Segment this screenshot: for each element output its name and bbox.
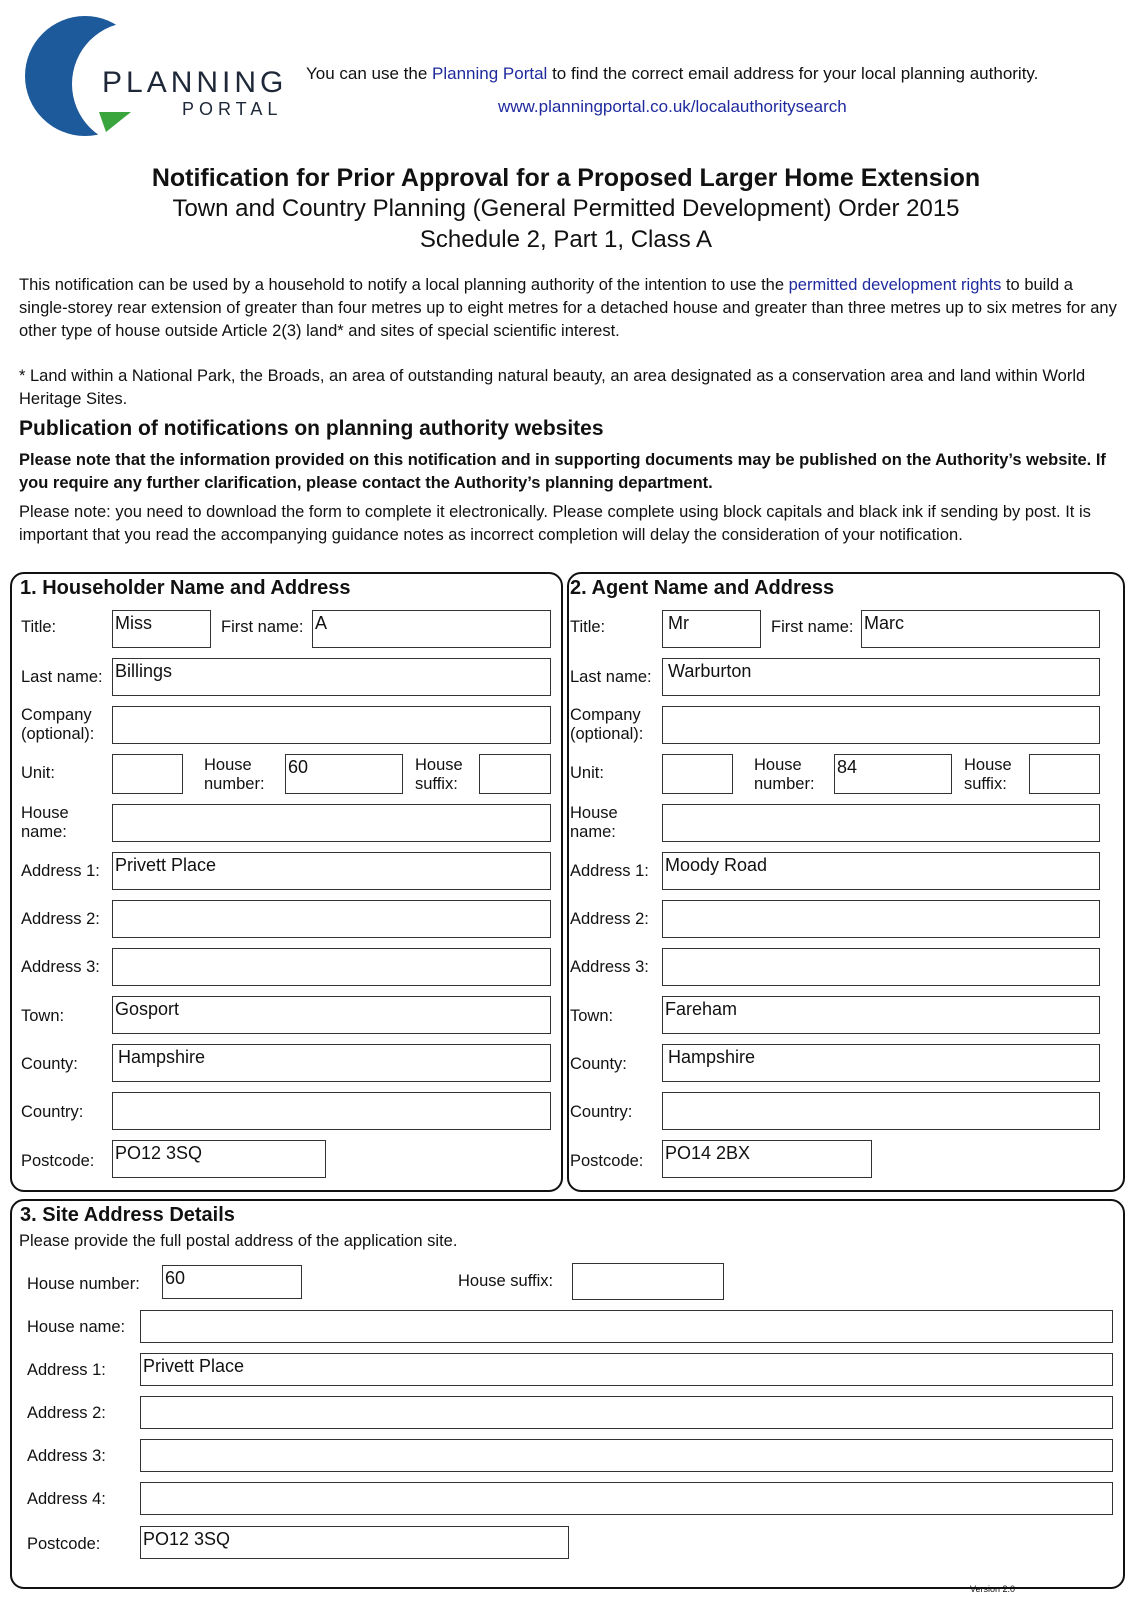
householder-title-label: Title: <box>21 618 57 636</box>
header-text-pre: You can use the <box>306 64 433 83</box>
planning-portal-logo <box>22 14 292 138</box>
householder-town-label: Town: <box>21 1007 65 1025</box>
householder-address1-label: Address 1: <box>21 862 100 880</box>
agent-company-label: Company (optional): <box>570 706 644 743</box>
householder-house-number-field[interactable]: 60 <box>285 754 403 794</box>
site-house-name-field[interactable] <box>140 1310 1113 1343</box>
version-label: Version 2.0 <box>970 1584 1016 1594</box>
agent-house-name-field[interactable] <box>662 804 1100 842</box>
agent-last-name-label: Last name: <box>570 668 652 686</box>
householder-first-name-label: First name: <box>221 618 304 636</box>
householder-address2-label: Address 2: <box>21 910 100 928</box>
agent-town-field[interactable]: Fareham <box>662 996 1100 1034</box>
agent-address1-field[interactable]: Moody Road <box>662 852 1100 890</box>
site-address2-label: Address 2: <box>27 1404 106 1422</box>
householder-unit-field[interactable] <box>112 754 183 794</box>
householder-last-name-field[interactable]: Billings <box>112 658 551 696</box>
agent-town-label: Town: <box>570 1007 614 1025</box>
agent-address3-label: Address 3: <box>570 958 649 976</box>
agent-county-field[interactable]: Hampshire <box>662 1044 1100 1082</box>
local-authority-search-link[interactable]: www.planningportal.co.uk/localauthoritysearch <box>498 97 847 116</box>
householder-address1-field[interactable]: Privett Place <box>112 852 551 890</box>
site-house-suffix-field[interactable] <box>572 1263 724 1300</box>
site-postcode-label: Postcode: <box>27 1535 101 1553</box>
agent-postcode-label: Postcode: <box>570 1152 644 1170</box>
householder-county-label: County: <box>21 1055 78 1073</box>
householder-address3-label: Address 3: <box>21 958 100 976</box>
agent-postcode-field[interactable]: PO14 2BX <box>662 1140 872 1178</box>
agent-house-number-label: House number: <box>754 756 815 793</box>
agent-address2-field[interactable] <box>662 900 1100 938</box>
householder-title-field[interactable]: Miss <box>112 610 211 648</box>
agent-title-field[interactable]: Mr <box>662 610 761 648</box>
site-address3-label: Address 3: <box>27 1447 106 1465</box>
publication-bold-note: Please note that the information provided on this notification and in supporting documents may be published on the Authority’s website. If you require any further clarification, please contact the Authority’s planning department. <box>19 451 1106 492</box>
site-heading: 3. Site Address Details <box>20 1204 235 1226</box>
site-instruction: Please provide the full postal address of the application site. <box>19 1232 458 1250</box>
householder-last-name-label: Last name: <box>21 668 103 686</box>
agent-heading: 2. Agent Name and Address <box>570 577 835 599</box>
intro-footnote: * Land within a National Park, the Broads, an area of outstanding natural beauty, an area designated as a conservation area and land within World Heritage Sites. <box>19 367 1086 408</box>
householder-house-suffix-field[interactable] <box>479 754 551 794</box>
publication-heading: Publication of notifications on planning authority websites <box>19 417 604 440</box>
intro-text-pre: This notification can be used by a household to notify a local planning authority of the intention to use the <box>19 276 789 294</box>
site-address4-field[interactable] <box>140 1482 1113 1515</box>
form-subtitle-schedule: Schedule 2, Part 1, Class A <box>419 226 713 253</box>
planning-portal-link[interactable]: Planning Portal <box>432 64 548 83</box>
agent-title-label: Title: <box>570 618 606 636</box>
form-title: Notification for Prior Approval for a Proposed Larger Home Extension <box>151 164 981 192</box>
agent-address2-label: Address 2: <box>570 910 649 928</box>
header-text-post: to find the correct email address for your local planning authority. <box>547 64 1039 83</box>
householder-house-number-label: House number: <box>204 756 265 793</box>
householder-country-label: Country: <box>21 1103 84 1121</box>
agent-house-number-field[interactable]: 84 <box>834 754 952 794</box>
agent-first-name-field[interactable]: Marc <box>861 610 1100 648</box>
householder-company-field[interactable] <box>112 706 551 744</box>
householder-first-name-field[interactable]: A <box>312 610 551 648</box>
agent-address1-label: Address 1: <box>570 862 649 880</box>
agent-company-field[interactable] <box>662 706 1100 744</box>
agent-last-name-field[interactable]: Warburton <box>662 658 1100 696</box>
intro-text-post: to build a single-storey rear extension of greater than four metres up to eight metres for a detached house and greater than three metres up to six metres for any other type of house outside Article 2(3) land* and sites of special scientific interest. <box>19 276 1117 340</box>
householder-county-field[interactable]: Hampshire <box>112 1044 551 1082</box>
publication-note: Please note: you need to download the form to complete it electronically. Please complete using block capitals and black ink if sending by post. It is important that you read the accompanying guidance notes as incorrect completion will delay the consideration of your notification. <box>19 503 1091 544</box>
agent-country-field[interactable] <box>662 1092 1100 1130</box>
householder-town-field[interactable]: Gosport <box>112 996 551 1034</box>
agent-address3-field[interactable] <box>662 948 1100 986</box>
householder-unit-label: Unit: <box>21 764 55 782</box>
form-subtitle-order: Town and Country Planning (General Permitted Development) Order 2015 <box>172 195 960 222</box>
header-portal-note <box>306 64 1038 84</box>
householder-address3-field[interactable] <box>112 948 551 986</box>
logo-word-planning: PLANNING <box>102 66 288 99</box>
site-postcode-field[interactable]: PO12 3SQ <box>140 1526 569 1559</box>
householder-company-label: Company (optional): <box>21 706 95 743</box>
logo-word-portal: PORTAL <box>182 99 283 119</box>
site-address1-field[interactable]: Privett Place <box>140 1353 1113 1386</box>
agent-unit-field[interactable] <box>662 754 733 794</box>
site-house-name-label: House name: <box>27 1318 126 1336</box>
intro-paragraph <box>19 274 1119 343</box>
permitted-development-rights-link[interactable]: permitted development rights <box>788 276 1002 294</box>
householder-country-field[interactable] <box>112 1092 551 1130</box>
site-house-number-field[interactable]: 60 <box>162 1265 302 1299</box>
householder-house-suffix-label: House suffix: <box>415 756 463 793</box>
site-address1-label: Address 1: <box>27 1361 106 1379</box>
site-address3-field[interactable] <box>140 1439 1113 1472</box>
householder-house-name-field[interactable] <box>112 804 551 842</box>
agent-country-label: Country: <box>570 1103 633 1121</box>
site-address4-label: Address 4: <box>27 1490 106 1508</box>
agent-county-label: County: <box>570 1055 627 1073</box>
agent-house-name-label: House name: <box>570 804 618 841</box>
site-house-suffix-label: House suffix: <box>458 1272 554 1290</box>
householder-heading: 1. Householder Name and Address <box>20 577 351 599</box>
householder-postcode-label: Postcode: <box>21 1152 95 1170</box>
agent-house-suffix-label: House suffix: <box>964 756 1012 793</box>
householder-address2-field[interactable] <box>112 900 551 938</box>
agent-first-name-label: First name: <box>771 618 854 636</box>
agent-house-suffix-field[interactable] <box>1029 754 1100 794</box>
householder-house-name-label: House name: <box>21 804 69 841</box>
site-house-number-label: House number: <box>27 1275 140 1293</box>
agent-unit-label: Unit: <box>570 764 604 782</box>
householder-postcode-field[interactable]: PO12 3SQ <box>112 1140 326 1178</box>
site-address2-field[interactable] <box>140 1396 1113 1429</box>
